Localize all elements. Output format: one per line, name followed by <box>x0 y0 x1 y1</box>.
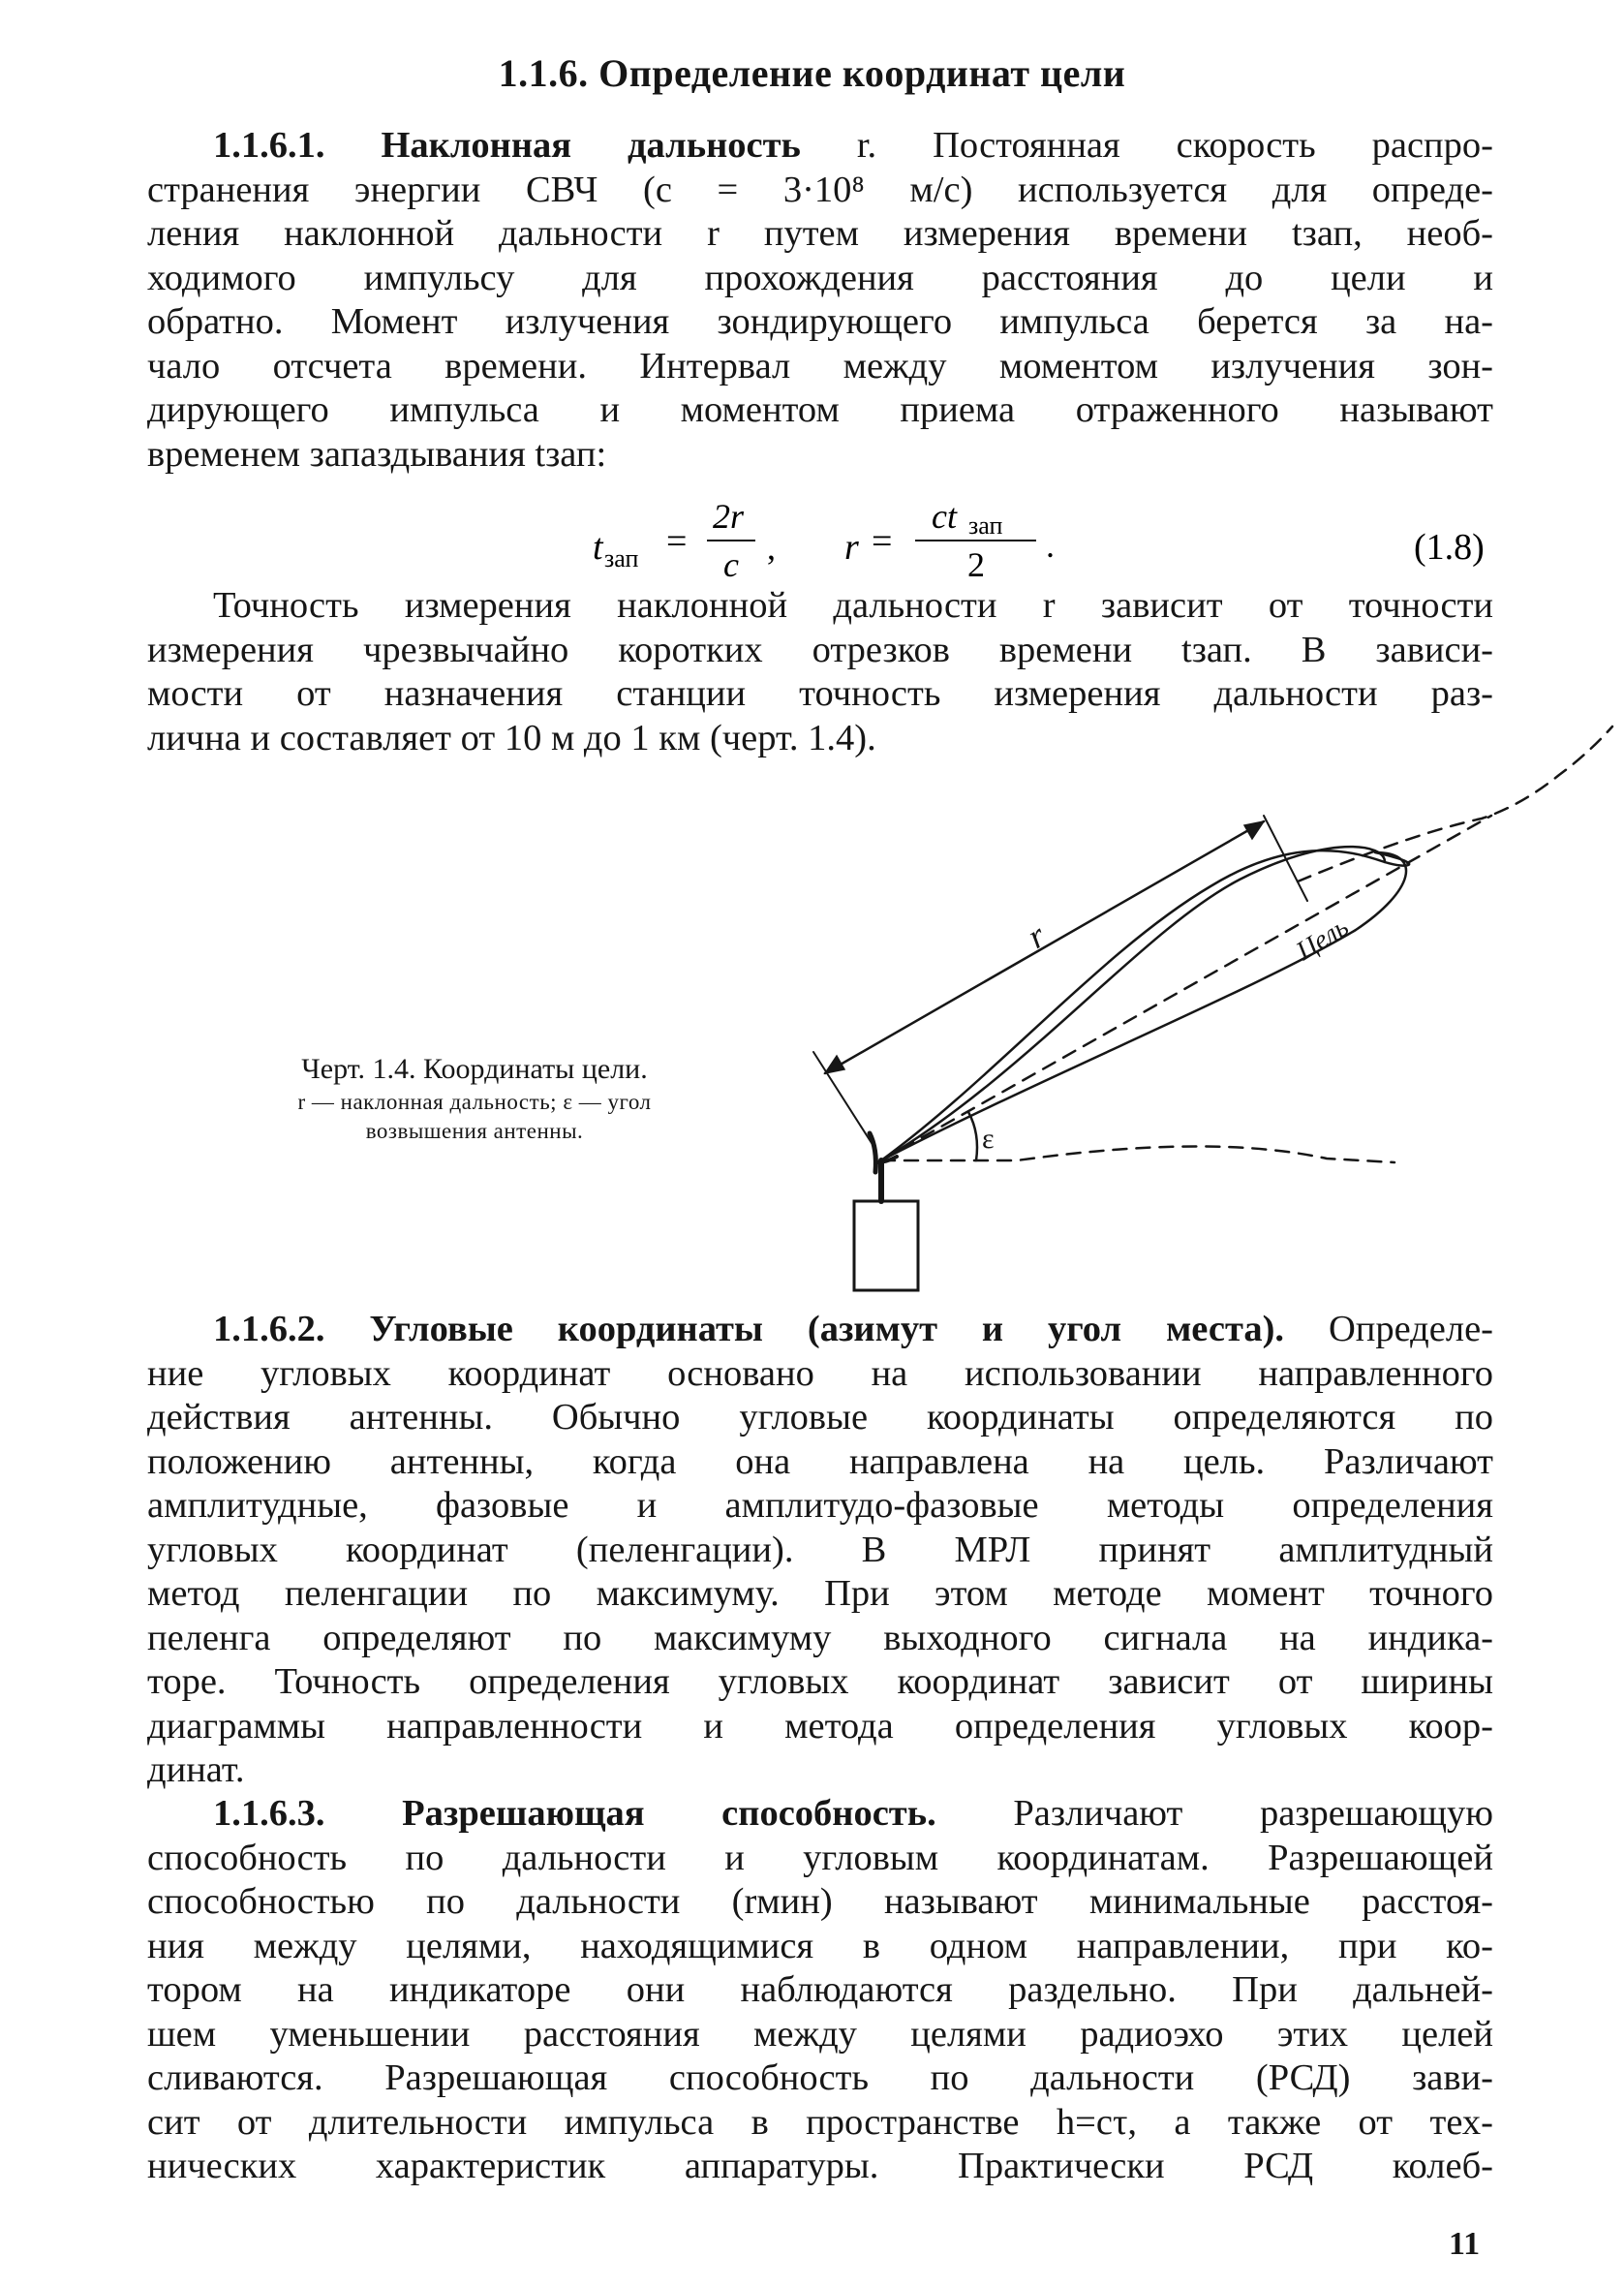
page-number: 11 <box>1449 2226 1481 2262</box>
paragraph-angular-coordinates <box>147 1308 1493 1793</box>
label-epsilon: ε <box>982 1123 995 1155</box>
text-line: динат. <box>147 1749 245 1790</box>
svg-text:ct: ct <box>932 497 957 536</box>
text-line: пеленга определяют по максимуму выходного сигнала на индика- <box>147 1617 1493 1658</box>
text-line: сливаются. Разрешающая способность по дальности (РСД) зави- <box>147 2057 1493 2098</box>
svg-text:,: , <box>767 528 776 567</box>
text-line: положению антенны, когда она направлена на цель. Различают <box>147 1440 1493 1482</box>
text-line: 1.1.6.3. Разрешающая способность. Различают разрешающую <box>213 1793 1493 1834</box>
elevation-arc <box>968 1112 977 1160</box>
target-trajectory <box>1298 727 1612 881</box>
svg-text:=: = <box>872 521 893 562</box>
radar-pedestal <box>854 1201 918 1290</box>
svg-text:2: 2 <box>967 545 985 581</box>
svg-text:.: . <box>1046 526 1055 565</box>
text-line: тором на индикаторе они наблюдаются раздельно. При дальней- <box>147 1969 1493 2010</box>
svg-text:(1.8): (1.8) <box>1414 527 1485 568</box>
antenna-lobe <box>881 850 1409 1160</box>
svg-text:зап: зап <box>968 511 1003 540</box>
text-line: ходимого импульсу для прохождения расстояния до цели и <box>147 257 1493 298</box>
svg-text:=: = <box>666 521 688 562</box>
svg-text:t: t <box>593 527 603 568</box>
text-line: измерения чрезвычайно коротких отрезков времени tзап. В зависи- <box>147 629 1493 670</box>
label-range-r: r <box>1021 915 1053 956</box>
subsection-heading-slant-range: 1.1.6.1. Наклонная дальность <box>213 125 801 166</box>
text-line: обратно. Момент излучения зондирующего импульса берется за на- <box>147 301 1493 342</box>
text-line: ния между целями, находящимися в одном направлении, при ко- <box>147 1925 1493 1966</box>
subsection-heading-resolution: 1.1.6.3. Разрешающая способность. <box>213 1793 936 1834</box>
text-line: временем запаздывания tзап: <box>147 433 607 475</box>
text-line: шем уменьшении расстояния между целями радиоэхо этих целей <box>147 2013 1493 2055</box>
svg-text:2r: 2r <box>712 497 745 536</box>
horizon-line <box>881 1146 1394 1162</box>
figure-caption-legend-1: r — наклонная дальность; ε — угол <box>297 1090 652 1114</box>
text-line: диаграммы направленности и метода определения угловых коор- <box>147 1705 1493 1747</box>
figure-caption-legend-2: возвышения антенны. <box>365 1119 584 1143</box>
text-line: лична и составляет от 10 м до 1 км (черт. 1.4). <box>147 717 876 758</box>
text-line: мости от назначения станции точность измерения дальности раз- <box>147 673 1493 714</box>
paragraph-resolution <box>147 1792 1493 2189</box>
section-heading: 1.1.6. Определение координат цели <box>498 51 1126 95</box>
text-line: нических характеристик аппаратуры. Практически РСД колеб- <box>147 2146 1493 2186</box>
text-line: угловых координат (пеленгации). В МРЛ принят амплитудный <box>147 1529 1493 1570</box>
text-line: 1.1.6.1. Наклонная дальность r. Постоянная скорость распро- <box>213 125 1493 166</box>
text-line: ние угловых координат основано на использовании направленного <box>147 1352 1493 1394</box>
subsection-heading-angular: 1.1.6.2. Угловые координаты (азимут и угол места). <box>213 1309 1285 1349</box>
text-line: торе. Точность определения угловых координат зависит от ширины <box>147 1661 1493 1702</box>
svg-text:c: c <box>723 545 739 581</box>
text-line: сит от длительности импульса в пространстве h=cτ, а также от тех- <box>147 2101 1493 2143</box>
text-line: чало отсчета времени. Интервал между моментом излучения зон- <box>147 345 1493 386</box>
text-line: амплитудные, фазовые и амплитудо-фазовые методы определения <box>147 1485 1493 1526</box>
text-line: дирующего импульса и моментом приема отраженного называют <box>147 389 1493 430</box>
figure-caption-title: Черт. 1.4. Координаты цели. <box>301 1053 648 1085</box>
label-target: Цель <box>1291 912 1354 967</box>
text-line: Точность измерения наклонной дальности r зависит от точности <box>213 585 1493 626</box>
text-line: метод пеленгации по максимуму. При этом методе момент точного <box>147 1573 1493 1614</box>
svg-text:r: r <box>844 527 859 568</box>
text-line: странения энергии СВЧ (с = 3·10⁸ м/с) используется для опреде- <box>147 169 1493 210</box>
svg-text:зап: зап <box>604 544 639 572</box>
text-line: способностью по дальности (rмин) называют минимальные расстоя- <box>147 1881 1493 1922</box>
text-line: способность по дальности и угловым координатам. Разрешающей <box>147 1837 1493 1878</box>
text-line: ления наклонной дальности r путем измерения времени tзап, необ- <box>147 213 1493 254</box>
text-line: действия антенны. Обычно угловые координаты определяются по <box>147 1397 1493 1438</box>
text-line: 1.1.6.2. Угловые координаты (азимут и угол места). Определе- <box>213 1309 1493 1349</box>
